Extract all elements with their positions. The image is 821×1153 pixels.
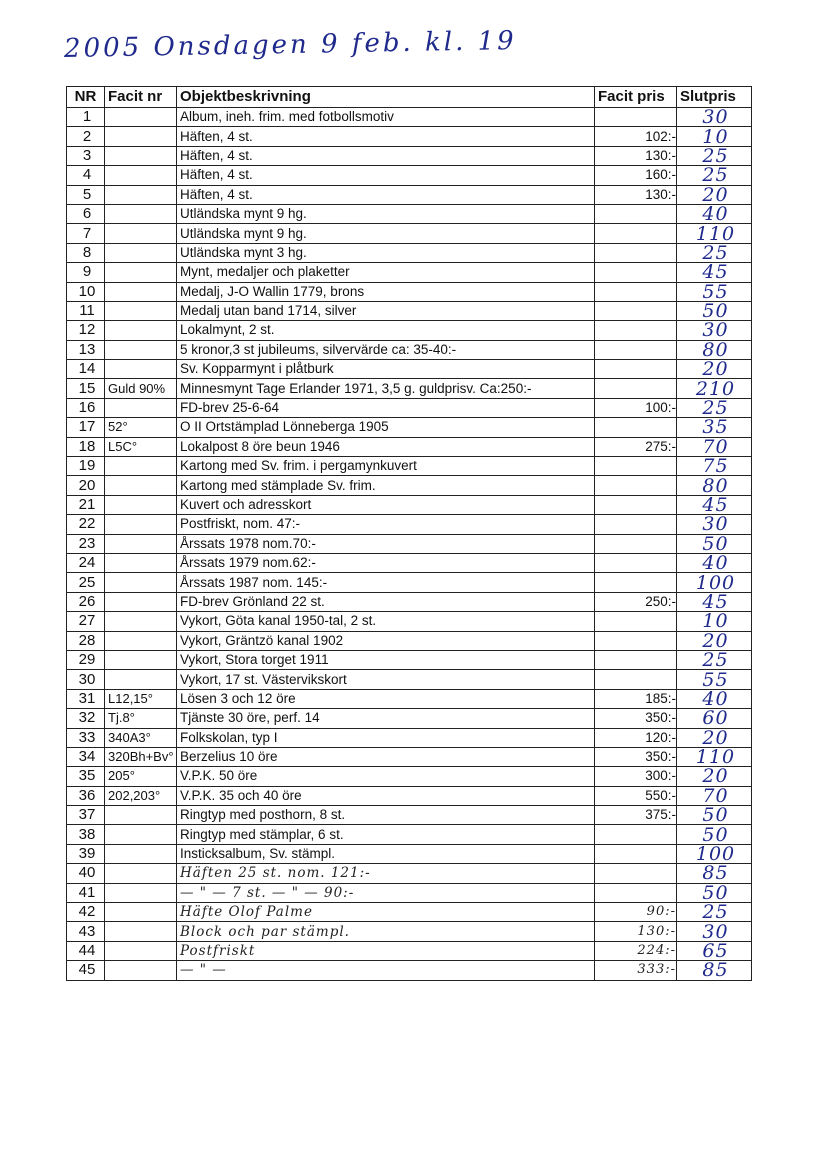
row-facit-pris [595,379,677,398]
row-slutpris: 20 [677,631,752,650]
table-row [67,534,752,553]
row-slutpris: 50 [677,806,752,825]
table-row [67,786,752,805]
row-nr: 28 [67,631,105,650]
row-facit-nr [105,864,177,883]
row-facit-pris [595,631,677,650]
row-nr: 23 [67,534,105,553]
row-description: Häften, 4 st. [177,146,595,165]
table-row [67,689,752,708]
row-facit-nr [105,457,177,476]
row-facit-nr [105,670,177,689]
row-slutpris: 10 [677,612,752,631]
row-nr: 36 [67,786,105,805]
row-facit-pris [595,301,677,320]
row-facit-pris [595,650,677,669]
row-nr: 40 [67,864,105,883]
row-slutpris: 75 [677,457,752,476]
row-slutpris: 25 [677,166,752,185]
row-facit-nr [105,806,177,825]
table-row [67,631,752,650]
table-row [67,263,752,282]
row-facit-nr: 52° [105,418,177,437]
table-row [67,476,752,495]
table-row [67,767,752,786]
row-facit-pris [595,418,677,437]
row-facit-nr: L5C° [105,437,177,456]
table-row [67,825,752,844]
row-slutpris: 55 [677,670,752,689]
row-slutpris: 25 [677,398,752,417]
row-description: Utländska mynt 9 hg. [177,224,595,243]
row-nr: 44 [67,941,105,960]
row-facit-nr [105,844,177,863]
row-slutpris: 20 [677,360,752,379]
row-description: Häften 25 st. nom. 121:- [177,864,595,883]
row-description: O II Ortstämplad Lönneberga 1905 [177,418,595,437]
row-description: Utländska mynt 9 hg. [177,204,595,223]
table-row [67,321,752,340]
row-facit-pris: 185:- [595,689,677,708]
col-header-description: Objektbeskrivning [177,87,595,108]
row-facit-nr [105,534,177,553]
row-description: Insticksalbum, Sv. stämpl. [177,844,595,863]
table-row [67,553,752,572]
row-nr: 9 [67,263,105,282]
row-facit-pris: 224:- [595,941,677,960]
row-nr: 30 [67,670,105,689]
table-row [67,379,752,398]
row-facit-nr [105,553,177,572]
row-nr: 29 [67,650,105,669]
row-facit-nr [105,321,177,340]
row-facit-pris [595,612,677,631]
row-facit-pris: 130:- [595,146,677,165]
row-slutpris: 45 [677,495,752,514]
row-nr: 11 [67,301,105,320]
row-facit-nr [105,360,177,379]
row-description: Mynt, medaljer och plaketter [177,263,595,282]
row-facit-pris: 160:- [595,166,677,185]
row-facit-pris [595,515,677,534]
table-row [67,922,752,941]
row-nr: 12 [67,321,105,340]
table-row [67,747,752,766]
row-facit-nr [105,495,177,514]
row-nr: 19 [67,457,105,476]
row-facit-nr: 202,203° [105,786,177,805]
row-facit-nr [105,301,177,320]
row-slutpris: 30 [677,321,752,340]
table-row [67,282,752,301]
row-nr: 18 [67,437,105,456]
row-description: Vykort, 17 st. Västervikskort [177,670,595,689]
table-row [67,457,752,476]
row-nr: 16 [67,398,105,417]
row-facit-nr [105,204,177,223]
row-nr: 13 [67,340,105,359]
row-nr: 45 [67,961,105,980]
row-slutpris: 60 [677,709,752,728]
table-row [67,592,752,611]
row-description: Vykort, Stora torget 1911 [177,650,595,669]
row-nr: 38 [67,825,105,844]
row-facit-nr [105,224,177,243]
row-description: Minnesmynt Tage Erlander 1971, 3,5 g. guldprisv. Ca:250:- [177,379,595,398]
col-header-facit-pris: Facit pris [595,87,677,108]
row-facit-pris: 102:- [595,127,677,146]
table-row [67,243,752,262]
row-description: 5 kronor,3 st jubileums, silvervärde ca: 35-40:- [177,340,595,359]
row-nr: 39 [67,844,105,863]
row-nr: 32 [67,709,105,728]
table-row [67,650,752,669]
row-nr: 21 [67,495,105,514]
handwritten-title: 2005 Onsdagen 9 feb. kl. 19 [63,26,517,64]
row-slutpris: 30 [677,108,752,127]
row-description: Medalj, J-O Wallin 1779, brons [177,282,595,301]
table-row [67,612,752,631]
table-row [67,573,752,592]
table-row [67,883,752,902]
row-nr: 26 [67,592,105,611]
row-facit-pris: 333:- [595,961,677,980]
table-row [67,806,752,825]
row-description: Berzelius 10 öre [177,747,595,766]
row-nr: 43 [67,922,105,941]
table-row [67,340,752,359]
row-facit-pris: 100:- [595,398,677,417]
table-row [67,864,752,883]
row-description: Postfriskt [177,941,595,960]
row-description: Folkskolan, typ I [177,728,595,747]
row-slutpris: 45 [677,592,752,611]
row-slutpris: 25 [677,146,752,165]
row-slutpris: 50 [677,825,752,844]
row-facit-pris [595,108,677,127]
row-description: Lokalpost 8 öre beun 1946 [177,437,595,456]
table-row [67,941,752,960]
row-slutpris: 40 [677,553,752,572]
row-facit-pris [595,553,677,572]
row-nr: 35 [67,767,105,786]
row-slutpris: 40 [677,204,752,223]
row-nr: 2 [67,127,105,146]
row-slutpris: 65 [677,941,752,960]
row-facit-pris: 375:- [595,806,677,825]
row-facit-pris [595,534,677,553]
row-facit-pris [595,825,677,844]
row-facit-nr [105,883,177,902]
row-description: Album, ineh. frim. med fotbollsmotiv [177,108,595,127]
row-nr: 22 [67,515,105,534]
row-description: Tjänste 30 öre, perf. 14 [177,709,595,728]
row-facit-nr: L12,15° [105,689,177,708]
row-slutpris: 50 [677,883,752,902]
row-description: Kuvert och adresskort [177,495,595,514]
table-row [67,903,752,922]
row-facit-pris [595,495,677,514]
row-facit-nr [105,476,177,495]
row-facit-nr [105,941,177,960]
row-description: Ringtyp med posthorn, 8 st. [177,806,595,825]
row-description: Häften, 4 st. [177,185,595,204]
row-facit-nr [105,825,177,844]
row-facit-pris [595,224,677,243]
row-description: — " — 7 st. — " — 90:- [177,883,595,902]
header-row [67,87,752,108]
row-slutpris: 80 [677,340,752,359]
row-description: Utländska mynt 3 hg. [177,243,595,262]
row-facit-pris: 250:- [595,592,677,611]
row-description: Medalj utan band 1714, silver [177,301,595,320]
row-nr: 6 [67,204,105,223]
row-description: Årssats 1978 nom.70:- [177,534,595,553]
row-facit-nr [105,108,177,127]
row-facit-nr [105,961,177,980]
row-slutpris: 100 [677,573,752,592]
row-facit-pris [595,457,677,476]
table-row [67,495,752,514]
table-row [67,515,752,534]
row-nr: 42 [67,903,105,922]
row-description: Häften, 4 st. [177,127,595,146]
table-row [67,961,752,980]
row-slutpris: 20 [677,185,752,204]
row-description: Postfriskt, nom. 47:- [177,515,595,534]
col-header-nr: NR [67,87,105,108]
row-slutpris: 110 [677,747,752,766]
row-slutpris: 45 [677,263,752,282]
row-facit-pris [595,282,677,301]
row-facit-nr: 205° [105,767,177,786]
row-facit-pris: 120:- [595,728,677,747]
row-nr: 34 [67,747,105,766]
row-facit-pris [595,263,677,282]
row-facit-pris [595,476,677,495]
row-nr: 33 [67,728,105,747]
row-facit-pris: 350:- [595,747,677,766]
row-description: Årssats 1979 nom.62:- [177,553,595,572]
row-facit-nr [105,903,177,922]
row-description: Häfte Olof Palme [177,903,595,922]
table-row [67,398,752,417]
row-description: Häften, 4 st. [177,166,595,185]
row-facit-pris: 350:- [595,709,677,728]
row-slutpris: 35 [677,418,752,437]
row-facit-nr [105,398,177,417]
row-facit-pris [595,340,677,359]
row-nr: 17 [67,418,105,437]
row-slutpris: 85 [677,961,752,980]
table-row [67,709,752,728]
row-slutpris: 80 [677,476,752,495]
row-facit-pris [595,204,677,223]
row-slutpris: 210 [677,379,752,398]
table-body [67,108,752,981]
row-description: Vykort, Gräntzö kanal 1902 [177,631,595,650]
row-facit-pris [595,321,677,340]
row-description: Sv. Kopparmynt i plåtburk [177,360,595,379]
col-header-facit-nr: Facit nr [105,87,177,108]
row-facit-nr [105,340,177,359]
row-facit-pris [595,243,677,262]
row-nr: 41 [67,883,105,902]
row-facit-pris [595,864,677,883]
row-slutpris: 70 [677,786,752,805]
table-row [67,166,752,185]
row-description: Vykort, Göta kanal 1950-tal, 2 st. [177,612,595,631]
row-nr: 14 [67,360,105,379]
col-header-slutpris: Slutpris [677,87,752,108]
row-slutpris: 110 [677,224,752,243]
row-facit-pris [595,360,677,379]
row-facit-nr [105,922,177,941]
row-facit-nr [105,127,177,146]
row-nr: 15 [67,379,105,398]
table-row [67,844,752,863]
row-description: Lösen 3 och 12 öre [177,689,595,708]
row-slutpris: 100 [677,844,752,863]
row-description: — " — [177,961,595,980]
row-facit-nr: Guld 90% [105,379,177,398]
row-nr: 3 [67,146,105,165]
row-description: Årssats 1987 nom. 145:- [177,573,595,592]
row-facit-pris: 300:- [595,767,677,786]
row-facit-pris: 130:- [595,922,677,941]
table-row [67,204,752,223]
table-row [67,728,752,747]
row-description: FD-brev Grönland 22 st. [177,592,595,611]
auction-table [66,86,752,981]
row-description: Lokalmynt, 2 st. [177,321,595,340]
row-description: Kartong med Sv. frim. i pergamynkuvert [177,457,595,476]
table-row [67,146,752,165]
row-facit-pris: 275:- [595,437,677,456]
row-facit-nr: Tj.8° [105,709,177,728]
row-nr: 5 [67,185,105,204]
row-facit-pris [595,883,677,902]
row-facit-pris [595,573,677,592]
row-facit-nr [105,263,177,282]
row-facit-nr [105,166,177,185]
row-facit-nr [105,515,177,534]
table-row [67,437,752,456]
row-nr: 37 [67,806,105,825]
row-facit-nr: 320Bh+Bv° [105,747,177,766]
table-row [67,418,752,437]
row-slutpris: 30 [677,922,752,941]
row-facit-pris: 90:- [595,903,677,922]
row-facit-nr: 340A3° [105,728,177,747]
row-slutpris: 55 [677,282,752,301]
row-slutpris: 20 [677,767,752,786]
row-slutpris: 10 [677,127,752,146]
row-slutpris: 85 [677,864,752,883]
table-row [67,224,752,243]
table-row [67,360,752,379]
table-row [67,670,752,689]
table-row [67,301,752,320]
row-nr: 1 [67,108,105,127]
row-facit-nr [105,573,177,592]
row-slutpris: 25 [677,903,752,922]
row-slutpris: 25 [677,650,752,669]
row-slutpris: 50 [677,534,752,553]
table-row [67,108,752,127]
row-slutpris: 25 [677,243,752,262]
row-description: FD-brev 25-6-64 [177,398,595,417]
row-nr: 10 [67,282,105,301]
table-row [67,185,752,204]
row-facit-nr [105,185,177,204]
row-description: V.P.K. 35 och 40 öre [177,786,595,805]
row-description: Block och par stämpl. [177,922,595,941]
row-facit-nr [105,146,177,165]
row-facit-pris [595,844,677,863]
row-description: Kartong med stämplade Sv. frim. [177,476,595,495]
row-facit-pris: 130:- [595,185,677,204]
row-nr: 31 [67,689,105,708]
row-nr: 24 [67,553,105,572]
row-slutpris: 30 [677,515,752,534]
row-facit-nr [105,243,177,262]
row-facit-pris: 550:- [595,786,677,805]
table-row [67,127,752,146]
row-nr: 25 [67,573,105,592]
row-nr: 20 [67,476,105,495]
row-slutpris: 40 [677,689,752,708]
row-nr: 4 [67,166,105,185]
row-nr: 7 [67,224,105,243]
row-nr: 8 [67,243,105,262]
row-facit-nr [105,612,177,631]
row-nr: 27 [67,612,105,631]
row-facit-nr [105,631,177,650]
row-slutpris: 50 [677,301,752,320]
row-facit-nr [105,650,177,669]
row-slutpris: 20 [677,728,752,747]
row-facit-pris [595,670,677,689]
row-description: Ringtyp med stämplar, 6 st. [177,825,595,844]
row-facit-nr [105,592,177,611]
row-description: V.P.K. 50 öre [177,767,595,786]
row-facit-nr [105,282,177,301]
row-slutpris: 70 [677,437,752,456]
